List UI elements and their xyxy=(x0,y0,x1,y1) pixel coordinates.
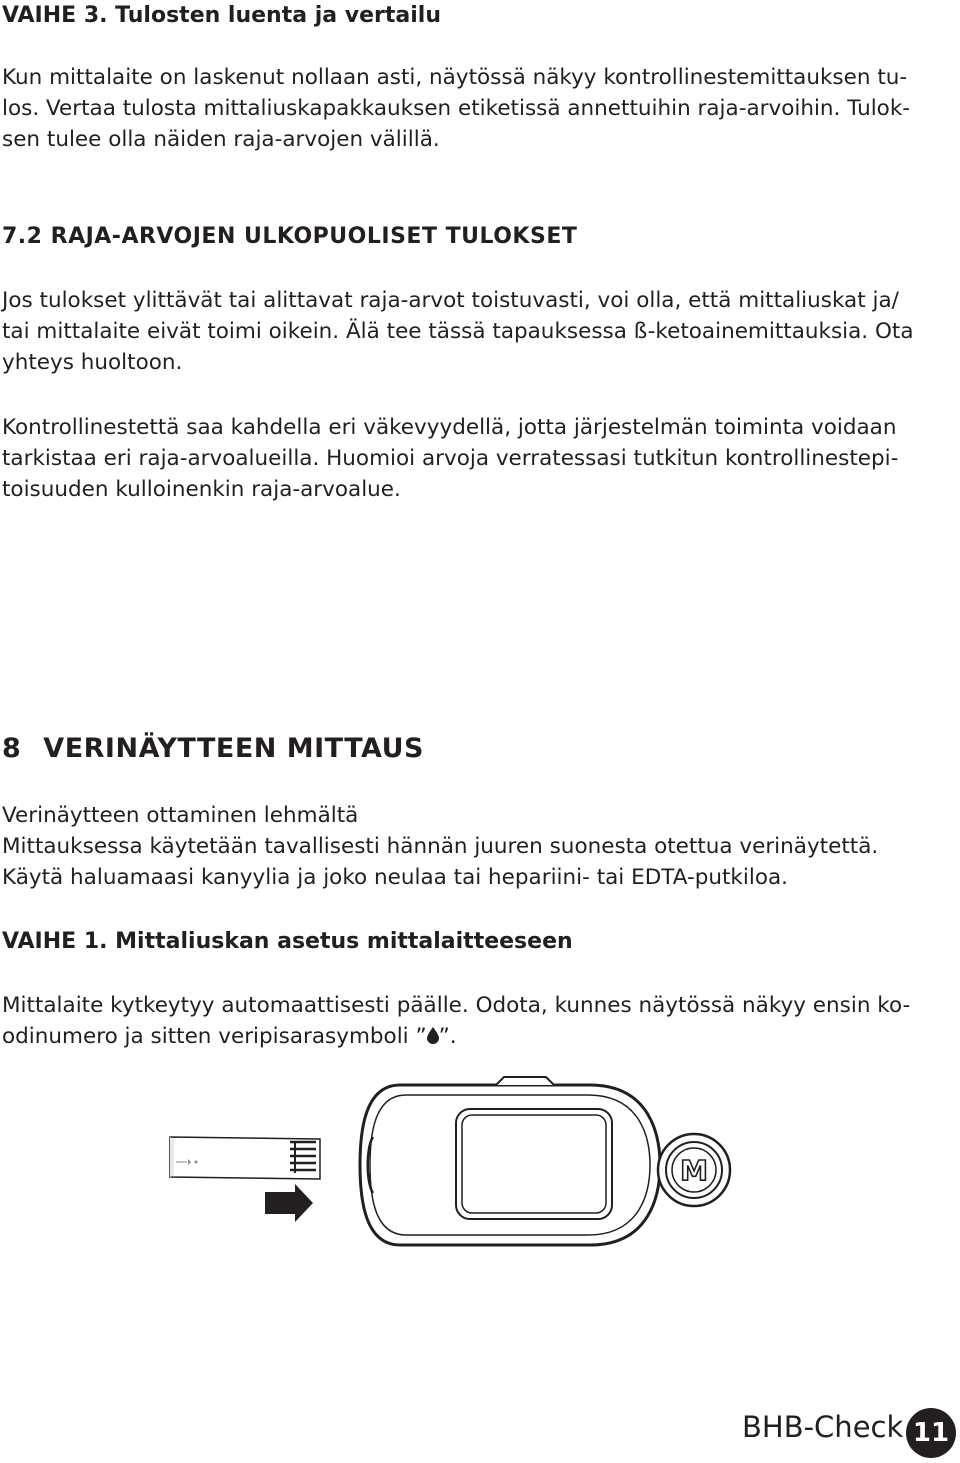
section-7-2-paragraph-2 xyxy=(2,412,920,505)
text-line: Kun mittalaite on laskenut nollaan asti, näytössä näkyy kontrollinestemittauksen tu- xyxy=(2,65,908,90)
device-illustration xyxy=(160,1075,670,1275)
text-line: yhteys huoltoon. xyxy=(2,350,183,375)
text-line: Jos tulokset ylittävät tai alittavat raja-arvot toistuvasti, voi olla, että mittaliuskat ja/ xyxy=(2,288,899,313)
section-7-2-heading: 7.2 RAJA-ARVOJEN ULKOPUOLISET TULOKSET xyxy=(2,224,578,249)
menu-button-icon xyxy=(654,1130,734,1210)
step1-heading: VAIHE 1. Mittaliuskan asetus mittalaitteeseen xyxy=(2,929,573,954)
text-line: los. Vertaa tulosta mittaliuskapakkauksen etiketissä annettuihin raja-arvoihin. Tulok- xyxy=(2,96,911,121)
step1-paragraph xyxy=(2,990,920,1053)
text-line: Mittauksessa käytetään tavallisesti hännän juuren suonesta otettua verinäytettä. xyxy=(2,834,879,859)
text-line: Kontrollinestettä saa kahdella eri väkevyydellä, jotta järjestelmän toiminta voidaan xyxy=(2,415,897,440)
menu-button-letter: M xyxy=(680,1154,708,1187)
text-line: tarkistaa eri raja-arvoalueilla. Huomioi arvoja verratessasi tutkitun kontrollinestepi- xyxy=(2,446,899,471)
text-line xyxy=(2,1021,920,1053)
chapter-title: VERINÄYTTEEN MITTAUS xyxy=(43,733,424,764)
brand-name: BHB-Check xyxy=(742,1410,904,1444)
text-line: Verinäytteen ottaminen lehmältä xyxy=(2,803,359,828)
text-line: Käytä haluamaasi kanyylia ja joko neulaa tai hepariini- tai EDTA-putkiloa. xyxy=(2,865,788,890)
meter-device-icon xyxy=(360,1077,670,1245)
section-7-2-paragraph-1 xyxy=(2,285,920,378)
step3-heading: VAIHE 3. Tulosten luenta ja vertailu xyxy=(2,3,442,28)
chapter-8-heading xyxy=(2,733,424,764)
text-segment: ”. xyxy=(438,1024,457,1049)
chapter-number: 8 xyxy=(2,733,22,764)
text-line: sen tulee olla näiden raja-arvojen välillä. xyxy=(2,127,440,152)
text-line: Mittalaite kytkeytyy automaattisesti päälle. Odota, kunnes näytössä näkyy ensin ko- xyxy=(2,993,911,1018)
blood-drop-icon xyxy=(427,1022,439,1053)
page-number-badge: 11 xyxy=(906,1408,956,1458)
arrow-right-icon xyxy=(265,1184,313,1222)
text-line: tai mittalaite eivät toimi oikein. Älä tee tässä tapauksessa ß-ketoainemittauksia. Ota xyxy=(2,319,914,344)
text-line: toisuuden kulloinenkin raja-arvoalue. xyxy=(2,477,401,502)
test-strip-icon xyxy=(170,1137,320,1179)
step3-paragraph xyxy=(2,62,920,155)
text-segment: odinumero ja sitten veripisarasymboli ” xyxy=(2,1024,427,1049)
chapter-8-intro xyxy=(2,800,920,893)
